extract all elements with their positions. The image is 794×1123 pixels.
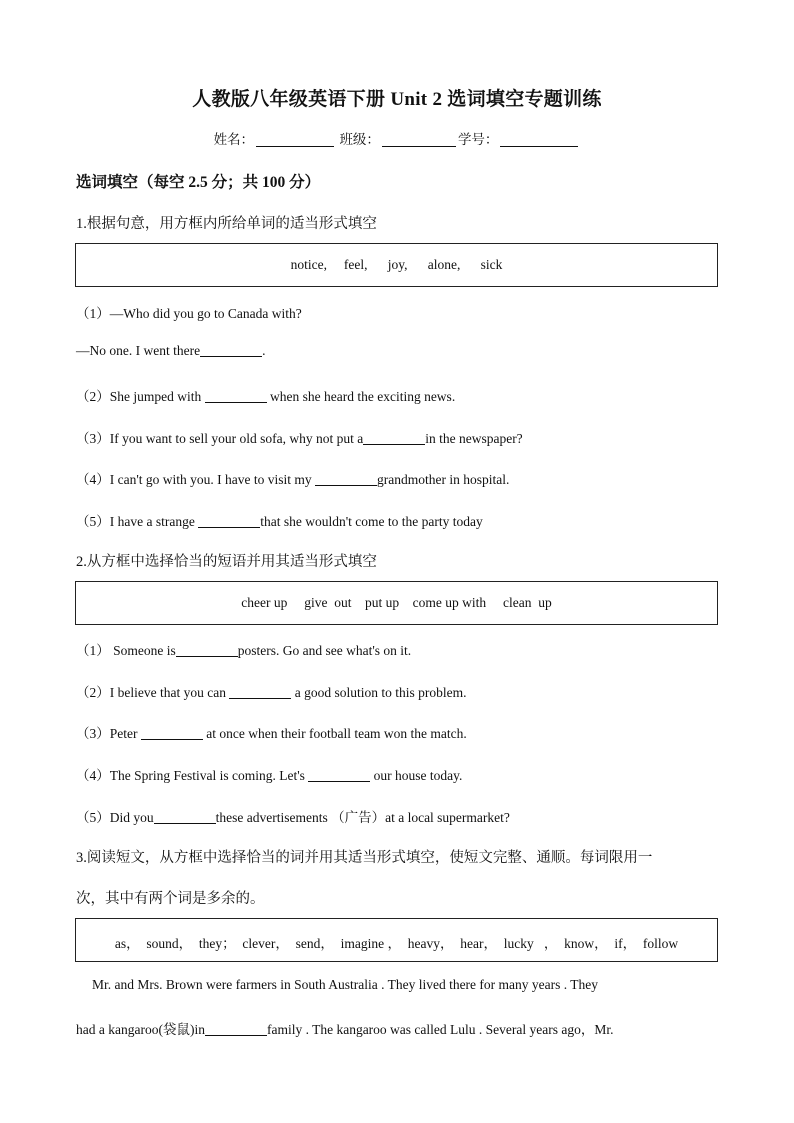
part1-word-list: notice, feel, joy, alone, sick	[290, 257, 503, 272]
name-blank[interactable]	[256, 133, 334, 147]
part1-item-2: （2）She jumped with when she heard the exciting news.	[76, 389, 456, 404]
passage-line-2: had a kangaroo(袋鼠)in family . The kangaroo was called Lulu . Several years ago，Mr.	[76, 1022, 614, 1037]
section-title: 选词填空（每空 2.5 分；共 100 分）	[76, 174, 321, 191]
number-label: 学号：	[457, 132, 499, 147]
answer-blank[interactable]	[308, 769, 370, 782]
answer-blank[interactable]	[198, 515, 260, 528]
part1-item-1: （1）—Who did you go to Canada with?	[76, 306, 302, 321]
part1-item-1-answer: —No one. I went there .	[76, 343, 266, 358]
part3-heading-line1: 3.阅读短文，从方框中选择恰当的词并用其适当形式填空，使短文完整、通顺。每词限用一	[76, 850, 653, 866]
page-title: 人教版八年级英语下册 Unit 2 选词填空专题训练	[192, 89, 602, 110]
part1-word-box	[75, 243, 718, 287]
part1-item-3: （3）If you want to sell your old sofa, why not put a in the newspaper?	[76, 431, 523, 446]
answer-blank[interactable]	[200, 344, 262, 357]
answer-blank[interactable]	[154, 811, 216, 824]
part2-item-3: （3）Peter at once when their football team won the match.	[76, 726, 467, 741]
answer-blank[interactable]	[205, 1023, 267, 1036]
part3-word-list: as， sound， they； clever， send， imagine ， heavy， hear， lucky ， know， if， follow	[114, 936, 679, 951]
passage-line-1: Mr. and Mrs. Brown were farmers in South Australia . They lived there for many years . They	[92, 977, 599, 992]
class-label: 班级：	[339, 132, 380, 147]
part2-heading: 2.从方框中选择恰当的短语并用其适当形式填空	[76, 554, 377, 570]
part2-phrase-box	[75, 581, 718, 625]
answer-blank[interactable]	[363, 432, 425, 445]
answer-blank[interactable]	[141, 727, 203, 740]
answer-blank[interactable]	[176, 644, 238, 657]
part1-item-4: （4）I can't go with you. I have to visit my grandmother in hospital.	[76, 472, 510, 487]
answer-blank[interactable]	[315, 473, 377, 486]
student-info-line	[0, 128, 794, 148]
part3-word-box	[75, 918, 718, 962]
number-blank[interactable]	[500, 133, 578, 147]
answer-blank[interactable]	[229, 686, 291, 699]
part2-item-2: （2）I believe that you can a good solution to this problem.	[76, 685, 467, 700]
answer-blank[interactable]	[205, 390, 267, 403]
part3-heading-line2: 次，其中有两个词是多余的。	[76, 891, 265, 907]
part2-item-4: （4）The Spring Festival is coming. Let's our house today.	[76, 768, 463, 783]
class-blank[interactable]	[382, 133, 456, 147]
part2-item-5: （5）Did you these advertisements （广告）at a local supermarket?	[76, 810, 510, 825]
part1-item-5: （5）I have a strange that she wouldn't come to the party today	[76, 514, 483, 529]
part2-item-1: （1） Someone is posters. Go and see what's on it.	[76, 643, 412, 658]
part2-phrase-list: cheer up give out put up come up with clean up	[241, 595, 552, 610]
name-label: 姓名：	[213, 132, 255, 147]
part1-heading: 1.根据句意，用方框内所给单词的适当形式填空	[76, 216, 377, 232]
